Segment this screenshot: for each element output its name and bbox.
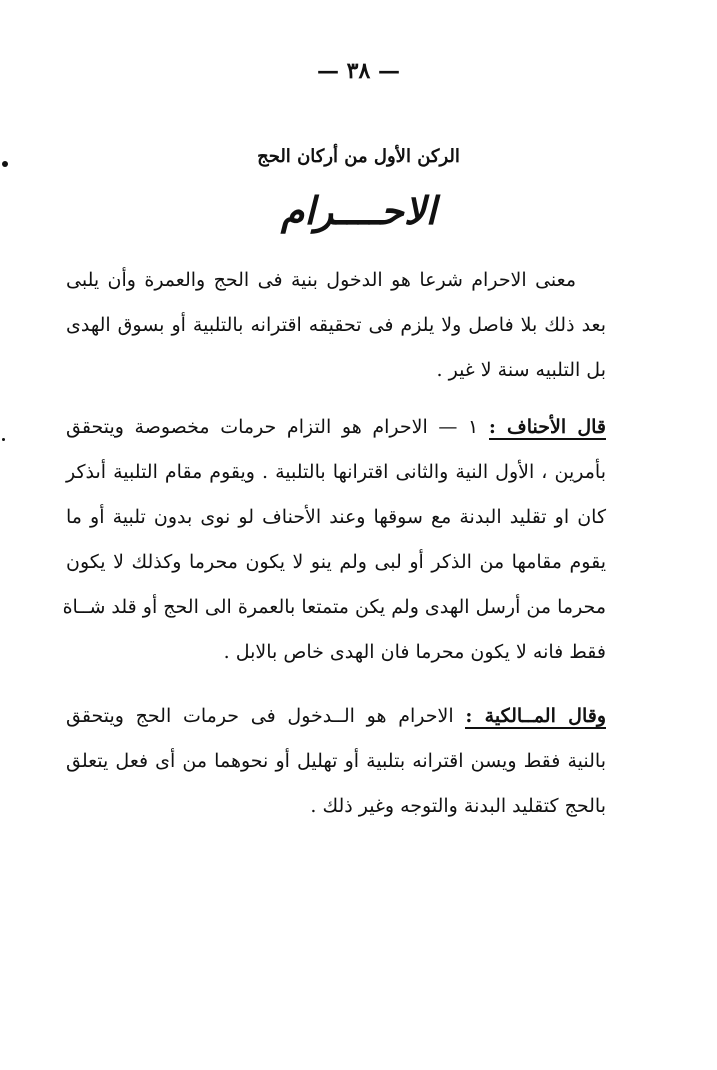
- paragraph-line: فقط فانه لا يكون محرما فان الهدى خاص بالابل .: [223, 641, 606, 663]
- paragraph-heading: وقال المــالكية :: [465, 705, 606, 727]
- paragraph-line: [66, 694, 606, 739]
- paragraph-line: يقوم مقامها من الذكر أو لبى ولم ينو لا يكون محرما وكذلك لا يكون: [66, 551, 606, 573]
- paragraph-line-text: الاحرام هو الــدخول فى حرمات الحج ويتحقق: [66, 705, 454, 727]
- paragraph-line: بالنية فقط ويسن اقترانه بتلبية أو تهليل أو نحوهما من أى فعل يتعلق: [66, 750, 606, 772]
- page-number: — ٣٨ —: [317, 58, 400, 84]
- paragraph-line: بأمرين ، الأول النية والثانى اقترانها بالتلبية . ويقوم مقام التلبية أىذكر: [66, 461, 606, 483]
- paragraph-line: [66, 405, 606, 450]
- margin-mark: [2, 438, 5, 441]
- paragraph-line: بعد ذلك بلا فاصل ولا يلزم فى تحقيقه اقترانه بالتلبية أو بسوق الهدى: [66, 314, 606, 336]
- paragraph-hanafi: [62, 405, 606, 675]
- chapter-title: الركن الأول من أركان الحج: [257, 146, 460, 167]
- paragraph-line: كان او تقليد البدنة مع سوقها وعند الأحناف لو نوى بدون تلبية أو ما: [66, 506, 606, 528]
- paragraph-line-text: ١ — الاحرام هو التزام حرمات مخصوصة ويتحقق: [66, 416, 479, 438]
- paragraph-heading: قال الأحناف :: [488, 416, 606, 438]
- paragraph-maliki: [66, 694, 606, 829]
- paragraph-definition: [66, 258, 606, 393]
- paragraph-line: محرما من أرسل الهدى ولم يكن متمتعا بالعمرة الى الحج أو قلد شــاة: [62, 596, 606, 618]
- section-title: الاحــــرام: [280, 188, 437, 233]
- paragraph-line: بل التلبيه سنة لا غير .: [436, 359, 606, 381]
- paragraph-line: معنى الاحرام شرعا هو الدخول بنية فى الحج والعمرة وأن يلبى: [66, 269, 576, 291]
- paragraph-line: بالحج كتقليد البدنة والتوجه وغير ذلك .: [310, 795, 606, 817]
